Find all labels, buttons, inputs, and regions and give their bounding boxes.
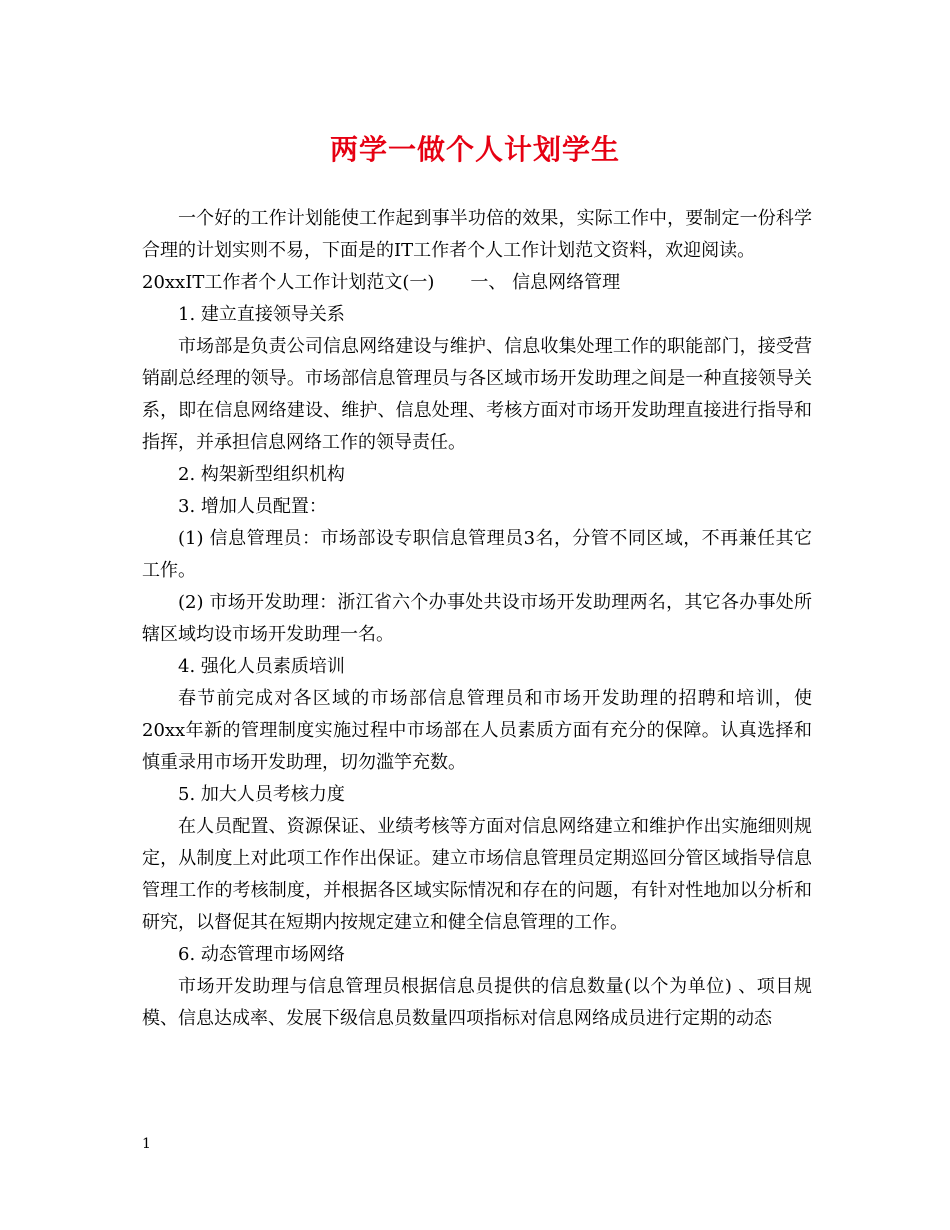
paragraph-item-4-body: 春节前完成对各区域的市场部信息管理员和市场开发助理的招聘和培训，使20xx年新的管理制度实施过程中市场部在人员素质方面有充分的保障。认真选择和慎重录用市场开发助理，切勿滥竽充数。 [142, 688, 812, 773]
paragraph-item-3-sub-1: (1) 信息管理员：市场部设专职信息管理员3名，分管不同区域，不再兼任其它工作。 [142, 528, 812, 581]
paragraph-item-4-heading: 4. 强化人员素质培训 [178, 656, 345, 677]
paragraph-item-2-heading: 2. 构架新型组织机构 [178, 464, 345, 485]
paragraph-item-1-heading: 1. 建立直接领导关系 [178, 304, 345, 325]
paragraph-item-6-body: 市场开发助理与信息管理员根据信息员提供的信息数量(以个为单位) 、项目规模、信息达成率、发展下级信息员数量四项指标对信息网络成员进行定期的动态 [142, 976, 812, 1029]
paragraph-item-5-body: 在人员配置、资源保证、业绩考核等方面对信息网络建立和维护作出实施细则规定，从制度上对此项工作作出保证。建立市场信息管理员定期巡回分管区域指导信息管理工作的考核制度，并根据各区域实际情况和存在的问题，有针对性地加以分析和研究，以督促其在短期内按规定建立和健全信息管理的工作。 [142, 816, 812, 933]
paragraph-item-6-heading: 6. 动态管理市场网络 [178, 944, 345, 965]
document-body [142, 203, 812, 1035]
paragraph-item-1-body: 市场部是负责公司信息网络建设与维护、信息收集处理工作的职能部门，接受营销副总经理的领导。市场部信息管理员与各区域市场开发助理之间是一种直接领导关系，即在信息网络建设、维护、信息处理、考核方面对市场开发助理直接进行指导和指挥，并承担信息网络工作的领导责任。 [142, 336, 812, 453]
paragraph-intro: 一个好的工作计划能使工作起到事半功倍的效果，实际工作中，要制定一份科学合理的计划实则不易，下面是的IT工作者个人工作计划范文资料，欢迎阅读。 [142, 208, 812, 261]
page-number: 1 [142, 1136, 151, 1152]
paragraph-section-heading: 20xxIT工作者个人工作计划范文(一) 一、 信息网络管理 [142, 272, 621, 293]
document-title: 两学一做个人计划学生 [329, 133, 620, 166]
paragraph-item-3-sub-2: (2) 市场开发助理：浙江省六个办事处共设市场开发助理两名，其它各办事处所辖区域均设市场开发助理一名。 [142, 592, 812, 645]
paragraph-item-3-heading: 3. 增加人员配置： [178, 496, 327, 517]
paragraph-item-5-heading: 5. 加大人员考核力度 [178, 784, 345, 805]
